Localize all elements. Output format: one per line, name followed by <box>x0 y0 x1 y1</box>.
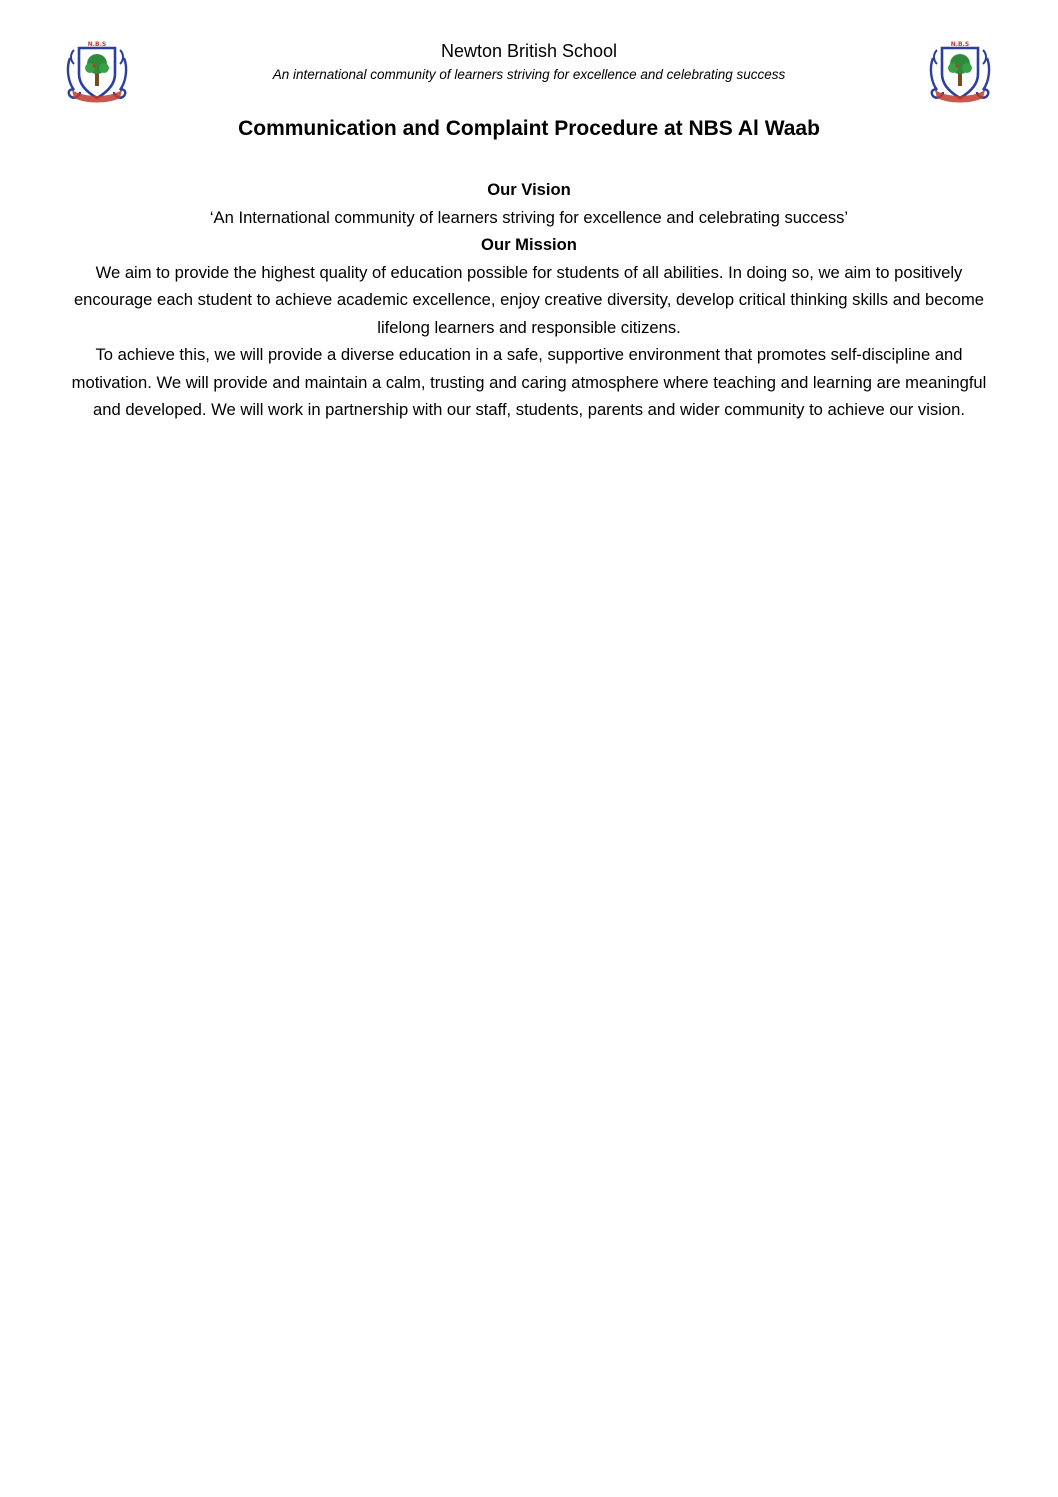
vision-heading: Our Vision <box>487 180 571 199</box>
svg-text:N.B.S: N.B.S <box>950 41 970 48</box>
document-body <box>62 176 996 424</box>
document-title: Communication and Complaint Procedure at NBS Al Waab <box>238 117 820 140</box>
school-tagline: An international community of learners striving for excellence and celebrating success <box>272 67 786 82</box>
mission-paragraph-1: We aim to provide the highest quality of education possible for students of all abilities. In doing so, we aim to positively encourage each student to achieve academic excellence, enjoy creative diversity, develop critical thinking skills and become lifelong learners and responsible citizens. <box>73 262 985 337</box>
vision-text: ‘An International community of learners striving for excellence and celebrating success’ <box>209 207 849 227</box>
mission-heading: Our Mission <box>481 235 577 254</box>
mission-paragraph-2: To achieve this, we will provide a diverse education in a safe, supportive environment that promotes self-discipline and motivation. We will provide and maintain a calm, trusting and caring atmosphere where teaching and learning are meaningful and developed. We will work in partnership with our staff, students, parents and wider community to achieve our vision. <box>71 345 987 419</box>
school-name: Newton British School <box>440 41 618 61</box>
svg-text:N.B.S: N.B.S <box>87 41 107 48</box>
